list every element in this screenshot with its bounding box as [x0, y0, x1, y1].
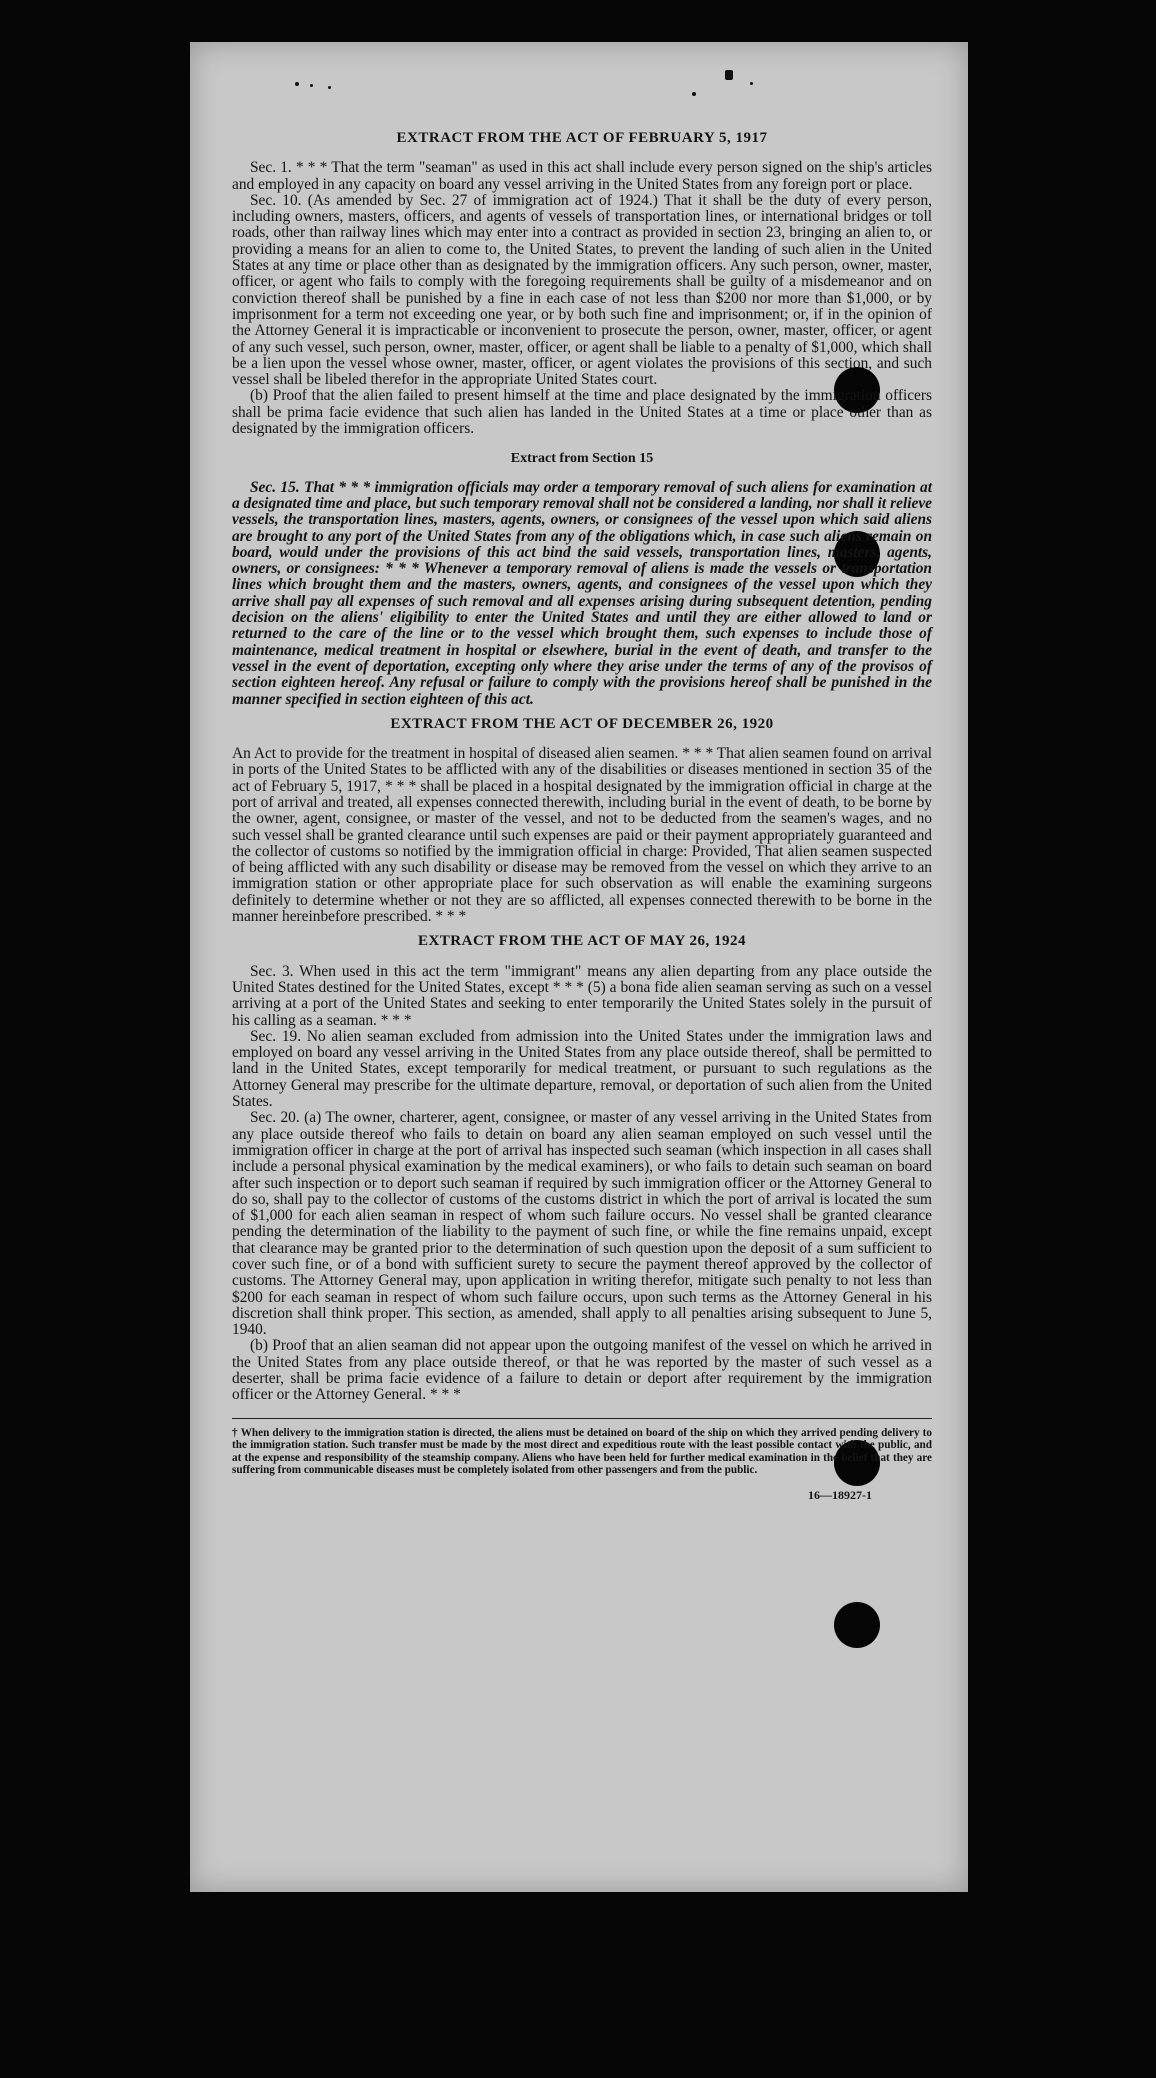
form-number: 16—18927-1	[808, 1488, 872, 1503]
paragraph: Sec. 20. (a) The owner, charterer, agent, consignee, or master of any vessel arriving in the United States from any place outside thereof who fails to detain on board any alien seaman employed on such vessel until the immigration officer in charge at the port of arrival has inspected such seaman (which inspection in all cases shall include a personal physical examination by the medical examiners), or who fails to detain such seaman on board after such inspection or to deport such seaman if required by such immigration officer or the Attorney General to do so, shall pay to the collector of customs of the customs district in which the port of arrival is located the sum of $1,000 for each alien seaman in respect of whom such failure occurs. No vessel shall be granted clearance pending the determination of the liability to the payment of such fine, or while the fine remains unpaid, except that clearance may be granted prior to the determination of such question upon the deposit of a sum sufficient to cover such fine, or of a bond with sufficient surety to secure the payment thereof approved by the collector of customs. The Attorney General may, upon application in writing therefor, mitigate such penalty to not less than $200 for each seaman in respect of whom such failure occurs, upon such terms as the Attorney General in his discretion shall think proper. This section, as amended, shall apply to all penalties arising subsequent to June 5, 1940.	[232, 1109, 932, 1339]
paragraph: Sec. 1. * * * That the term "seaman" as used in this act shall include every person signed on the ship's articles and employed in any capacity on board any vessel arriving in the United States from any foreign port or place.	[232, 159, 932, 193]
section-heading: EXTRACT FROM THE ACT OF DECEMBER 26, 1920	[390, 715, 774, 732]
paragraph: Sec. 19. No alien seaman excluded from admission into the United States under the immigration laws and employed on board any vessel arriving in the United States from any place outside thereof, shall be permitted to land in the United States, except temporarily for medical treatment, or pursuant to such regulations as the Attorney General may prescribe for the ultimate departure, removal, or deportation of such alien from the United States.	[232, 1027, 932, 1111]
paragraph: Sec. 10. (As amended by Sec. 27 of immigration act of 1924.) That it shall be the duty of every person, including owners, masters, officers, and agents of vessels of transportation lines, or international bridges or toll roads, other than railway lines which may enter into a contract as provided in section 23, bringing an alien to, or providing a means for an alien to come to, the United States, to prevent the landing of such alien in the United States at any time or place other than as designated by the immigration officers. Any such person, owner, master, officer, or agent who fails to comply with the foregoing requirements shall be guilty of a misdemeanor and on conviction thereof shall be punished by a fine in each case of not less than $200 nor more than $1,000, or by imprisonment for a term not exceeding one year, or by both such fine and imprisonment; or, if in the opinion of the Attorney General it is impracticable or inconvenient to prosecute the person, owner, master, officer, or agent of any such vessel, such person, owner, master, officer, or agent shall be liable to a penalty of $1,000, which shall be a lien upon the vessel whose owner, master, officer, or agent violates the provisions of this section, and such vessel shall be libeled therefor in the appropriate United States court.	[232, 191, 932, 389]
section-subheading: Extract from Section 15	[510, 451, 654, 467]
paragraph: An Act to provide for the treatment in hospital of diseased alien seamen. * * * That alien seamen found on arrival in ports of the United States to be afflicted with any of the disabilities or diseases mentioned in section 35 of the act of February 5, 1917, * * * shall be placed in a hospital designated by the immigration official in charge at the port of arrival and treated, all expenses connected therewith, including burial in the event of death, to be borne by the owner, agent, consignee, or master of the vessel, and not to be deducted from the seamen's wages, and no such vessel shall be granted clearance until such expenses are paid or their payment appropriately guaranteed and the collector of customs so notified by the immigration official in charge: Provided, That alien seamen suspected of being afflicted with any such disability or disease may be removed from the vessel on which they arrive to an immigration station or other appropriate place for such observation as will enable the examining surgeons definitely to determine whether or not they are so afflicted, all expenses connected therewith to be borne in the manner hereinbefore prescribed. * * *	[232, 745, 932, 926]
paragraph: Sec. 15. That * * * immigration officials may order a temporary removal of such aliens for examination at a designated time and place, but such temporary removal shall not be considered a landing, nor shall it relieve vessels, the transportation lines, masters, agents, owners, or consignees of the vessel upon which said aliens are brought to any port of the United States from any of the obligations which, in case such aliens remain on board, would under the provisions of this act bind the said vessels, transportation lines, masters, agents, owners, or consignees: * * * Whenever a temporary removal of aliens is made the vessels or transportation lines which brought them and the masters, owners, agents, and consignees of the vessel upon which they arrive shall pay all expenses of such removal and all expenses arising during subsequent detention, pending decision on the aliens' eligibility to enter the United States and until they are either allowed to land or returned to the care of the line or to the vessel which brought them, such expenses to include those of maintenance, medical treatment in hospital or elsewhere, burial in the event of death, and transfer to the vessel in the event of deportation, excepting only where they arise under the terms of any of the provisos of section eighteen hereof. Any refusal or failure to comply with the provisions hereof shall be punished in the manner specified in section eighteen of this act.	[232, 478, 932, 708]
paragraph: (b) Proof that an alien seaman did not appear upon the outgoing manifest of the vessel on which he arrived in the United States from any place outside thereof, or that he was reported by the master of such vessel as a deserter, shall be prima facie evidence of a failure to detain or deport after requirement by the immigration officer or the Attorney General. * * *	[232, 1337, 932, 1404]
footnote: † When delivery to the immigration station is directed, the aliens must be detained on board of the ship on which they arrived pending delivery to the immigration station. Such transfer must be made by the most direct and expeditious route with the least possible contact with the public, and at the expense and responsibility of the steamship company. Aliens who have been held for further medical examination in the belief that they are suffering from communicable diseases must be completely isolated from other passengers and from the public.	[232, 1418, 932, 1477]
paragraph: (b) Proof that the alien failed to present himself at the time and place designated by the immigration officers shall be prima facie evidence that such alien has landed in the United States at a time or place other than as designated by the immigration officers.	[232, 387, 932, 438]
paragraph: Sec. 3. When used in this act the term "immigrant" means any alien departing from any place outside the United States destined for the United States, except * * * (5) a bona fide alien seaman serving as such on a vessel arriving at a port of the United States and seeking to enter temporarily the United States solely in the pursuit of his calling as a seaman. * * *	[232, 962, 932, 1029]
document-body	[232, 122, 932, 1503]
punch-hole-4	[834, 1602, 880, 1648]
document-page	[190, 42, 968, 1892]
section-heading: EXTRACT FROM THE ACT OF MAY 26, 1924	[417, 933, 747, 950]
section-heading: EXTRACT FROM THE ACT OF FEBRUARY 5, 1917	[396, 130, 768, 146]
